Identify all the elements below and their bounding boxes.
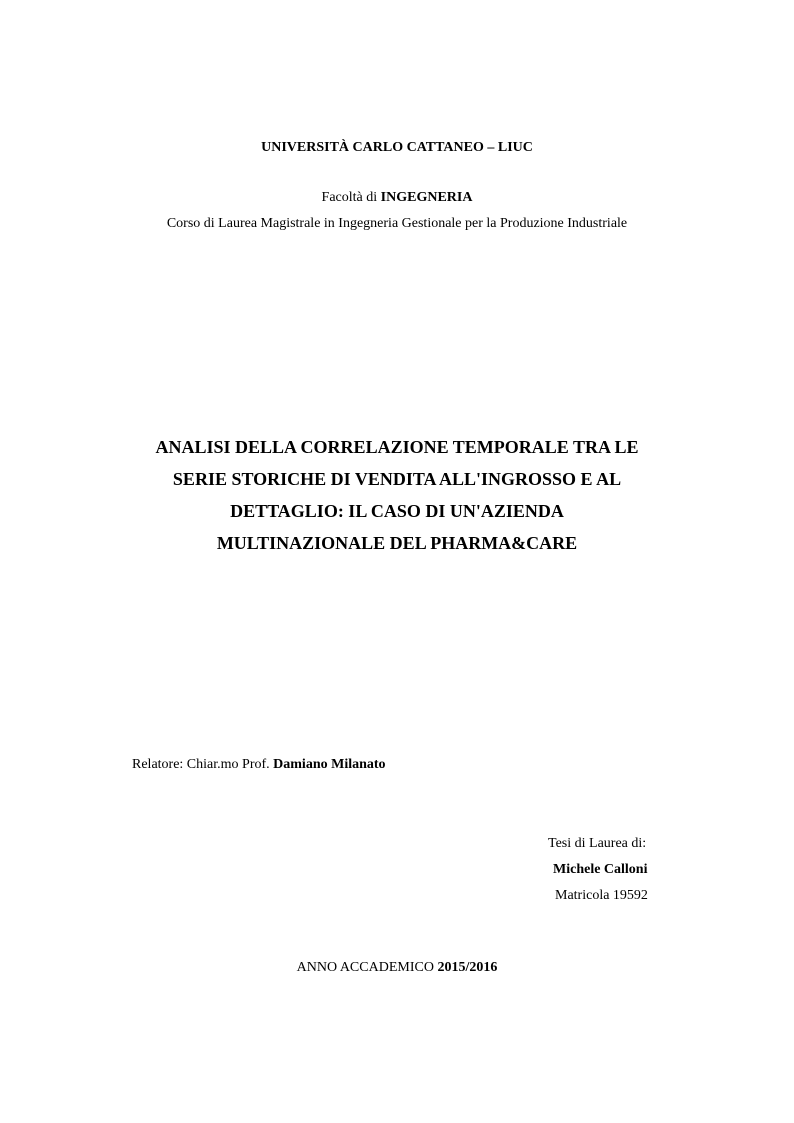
thesis-title-line-4: MULTINAZIONALE DEL PHARMA&CARE bbox=[216, 533, 578, 553]
candidate-block bbox=[540, 831, 664, 909]
faculty-line bbox=[0, 189, 794, 207]
thesis-title-line-1: ANALISI DELLA CORRELAZIONE TEMPORALE TRA LE bbox=[155, 437, 639, 457]
candidate-label: Tesi di Laurea di: bbox=[548, 836, 647, 851]
supervisor-name: Damiano Milanato bbox=[273, 757, 386, 772]
supervisor-line bbox=[132, 756, 386, 774]
academic-year-label: ANNO ACCADEMICO bbox=[296, 960, 438, 975]
supervisor-label: Relatore: Chiar.mo Prof. bbox=[132, 757, 274, 772]
faculty-name: INGEGNERIA bbox=[380, 190, 473, 205]
thesis-title-line-3: DETTAGLIO: IL CASO DI UN'AZIENDA bbox=[230, 501, 564, 521]
candidate-matricola: Matricola 19592 bbox=[555, 888, 648, 903]
university-name: UNIVERSITÀ CARLO CATTANEO – LIUC bbox=[261, 140, 533, 155]
academic-year-value: 2015/2016 bbox=[437, 960, 498, 975]
faculty-prefix: Facoltà di bbox=[321, 190, 381, 205]
candidate-name: Michele Calloni bbox=[553, 862, 648, 877]
academic-year-line bbox=[0, 959, 794, 977]
thesis-title-line-2: SERIE STORICHE DI VENDITA ALL'INGROSSO E AL bbox=[172, 469, 622, 489]
thesis-title bbox=[0, 431, 794, 559]
course-name: Corso di Laurea Magistrale in Ingegneria Gestionale per la Produzione Industriale bbox=[166, 216, 628, 231]
